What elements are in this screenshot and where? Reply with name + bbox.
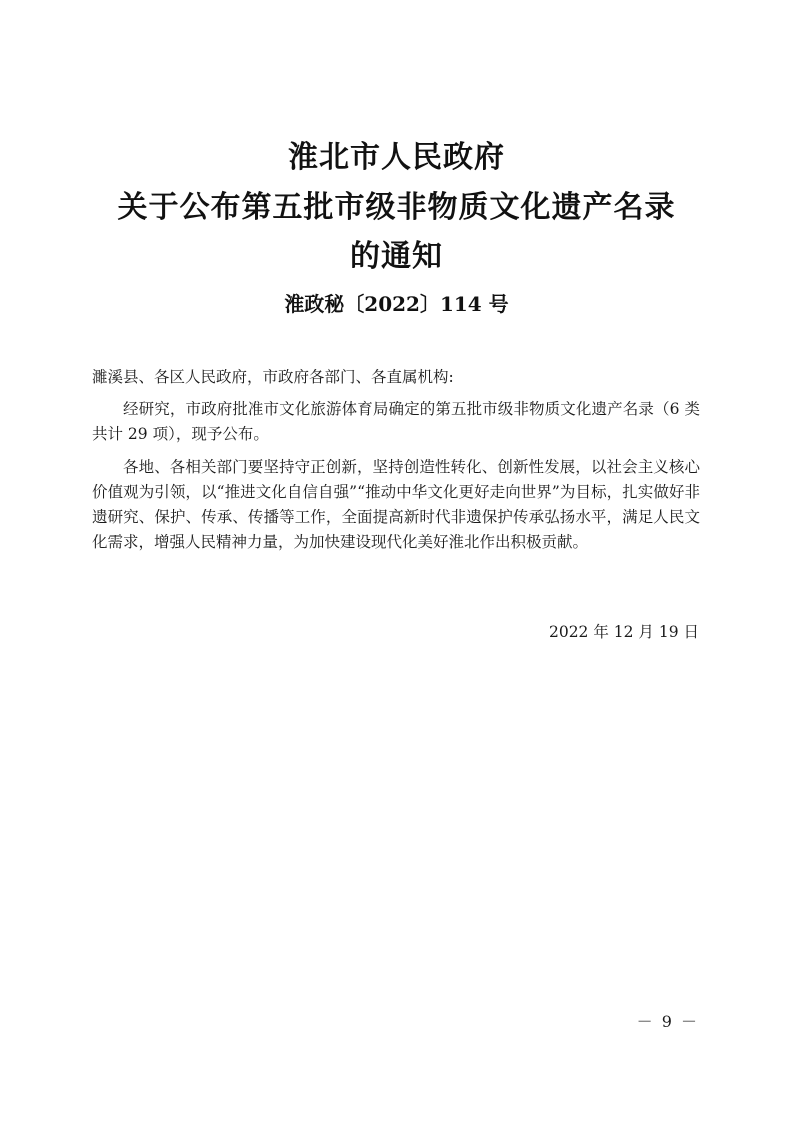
body-paragraph-2: 各地、各相关部门要坚持守正创新，坚持创造性转化、创新性发展，以社会主义核心价值观为引领，以“推进文化自信自强”“推动中华文化更好走向世界”为目标，扎实做好非遗研究、保护、传承、传播等工作，全面提高新时代非遗保护传承弘扬水平，满足人民文化需求，增强人民精神力量，为加快建设现代化美好淮北作出积极贡献。 [92, 458, 700, 551]
addressee-line: 濉溪县、各区人民政府，市政府各部门、各直属机构: [92, 368, 454, 386]
document-title-line-2: 关于公布第五批市级非物质文化遗产名录 [117, 190, 676, 225]
issue-date: 2022 年 12 月 19 日 [548, 623, 699, 641]
document-title-line-3: 的通知 [350, 239, 443, 274]
body-paragraph-1: 经研究，市政府批准市文化旅游体育局确定的第五批市级非物质文化遗产名录（6 类共计 29 项），现予公布。 [92, 400, 700, 443]
page-number: － 9 － [636, 1012, 699, 1031]
document-title-line-1: 淮北市人民政府 [288, 140, 505, 175]
document-number: 淮政秘〔2022〕114 号 [284, 292, 509, 316]
